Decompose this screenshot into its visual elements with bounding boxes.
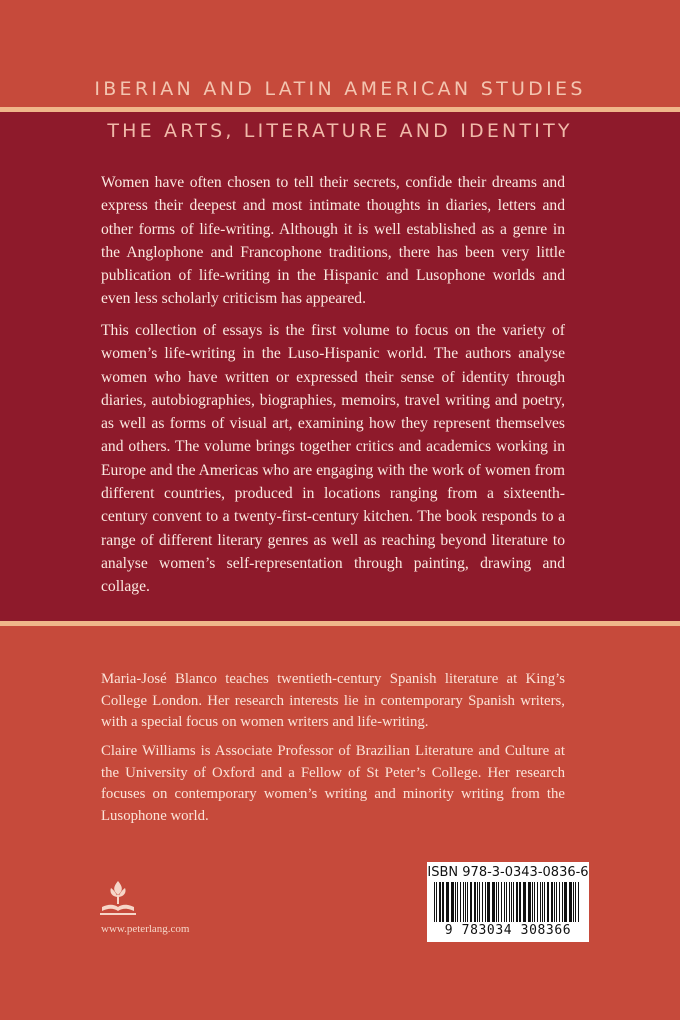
barcode-bar	[446, 882, 449, 922]
peter-lang-logo-icon	[98, 880, 138, 918]
barcode-bar	[460, 882, 461, 922]
barcode-bar	[578, 882, 579, 922]
barcode-bar	[470, 882, 472, 922]
barcode-bar	[534, 882, 535, 922]
barcode-bar	[487, 882, 490, 922]
series-subtitle: THE ARTS, LITERATURE AND IDENTITY	[107, 120, 573, 142]
barcode-bar	[562, 882, 563, 922]
editor-bio-1: Maria-José Blanco teaches twentieth-century Spanish literature at King’s College London. Her research interests lie in contemporary Spanish writers, with a special focus on women writers and life-writing.	[101, 671, 565, 731]
isbn-barcode	[427, 862, 589, 942]
barcode-bar	[540, 882, 541, 922]
barcode-bar	[436, 882, 437, 922]
barcode-bar	[559, 882, 560, 922]
barcode-bar	[442, 882, 444, 922]
barcode-bar	[501, 882, 502, 922]
barcode-bar	[551, 882, 553, 922]
barcode-bar	[516, 882, 518, 922]
barcode-bar	[485, 882, 486, 922]
barcode-bars	[431, 882, 585, 924]
barcode-bar	[573, 882, 574, 922]
barcode-bar	[519, 882, 521, 922]
barcode-bar	[463, 882, 464, 922]
barcode-bar	[511, 882, 512, 922]
barcode-bar	[513, 882, 514, 922]
barcode-bar	[564, 882, 567, 922]
blurb-paragraph-1: Women have often chosen to tell their secrets, confide their dreams and express their deepest and most intimate thoughts in diaries, letters and other forms of life-writing. Although it is well established as a genre in the Anglophone and Francophone traditions, there has been very little publication of life-writing in the Hispanic and Lusophone worlds and even less scholarly criticism has appeared.	[101, 174, 565, 308]
barcode-bar	[496, 882, 497, 922]
barcode-bar	[482, 882, 483, 922]
barcode-bar	[465, 882, 466, 922]
barcode-bar	[434, 882, 435, 922]
barcode-digits: 9 783034 308366	[444, 923, 572, 938]
bottom-divider	[0, 621, 680, 626]
barcode-bar	[544, 882, 545, 922]
barcode-bar	[504, 882, 505, 922]
barcode-bar	[457, 882, 458, 922]
isbn-label: ISBN 978-3-0343-0836-6	[427, 865, 589, 880]
publisher-website: www.peterlang.com	[101, 923, 190, 935]
barcode-bar	[455, 882, 456, 922]
barcode-bar	[547, 882, 549, 922]
barcode-bar	[474, 882, 476, 922]
series-title: IBERIAN AND LATIN AMERICAN STUDIES	[94, 78, 586, 100]
barcode-bar	[439, 882, 441, 922]
barcode-bar	[509, 882, 510, 922]
barcode-bar	[492, 882, 495, 922]
barcode-bar	[542, 882, 543, 922]
barcode-bar	[554, 882, 555, 922]
barcode-bar	[532, 882, 533, 922]
barcode-bar	[556, 882, 557, 922]
barcode-bar	[523, 882, 526, 922]
barcode-bar	[467, 882, 468, 922]
barcode-bar	[451, 882, 454, 922]
barcode-bar	[477, 882, 478, 922]
editor-bio-2: Claire Williams is Associate Professor of Brazilian Literature and Culture at the University of Oxford and a Fellow of St Peter’s College. Her research focuses on contemporary women’s writing and minority writing from the Lusophone world.	[101, 743, 565, 824]
barcode-bar	[575, 882, 576, 922]
barcode-bar	[506, 882, 507, 922]
barcode-bar	[498, 882, 499, 922]
barcode-bar	[528, 882, 531, 922]
barcode-bar	[569, 882, 572, 922]
barcode-bar	[537, 882, 538, 922]
blurb-paragraph-2: This collection of essays is the first volume to focus on the variety of women’s life-writing in the Luso-Hispanic world. The authors analyse women who have written or expressed their sense of identity through diaries, autobiographies, biographies, memoirs, travel writing and poetry, as well as forms of visual art, examining how they represent themselves and others. The volume brings together critics and academics working in Europe and the Americas who are engaging with the work of women from different countries, produced in locations ranging from a sixteenth-century convent to a twenty-first-century kitchen. The book responds to a range of different literary genres as well as reaching beyond literature to analyse women’s self-representation through painting, drawing and collage.	[101, 322, 565, 596]
barcode-bar	[479, 882, 480, 922]
